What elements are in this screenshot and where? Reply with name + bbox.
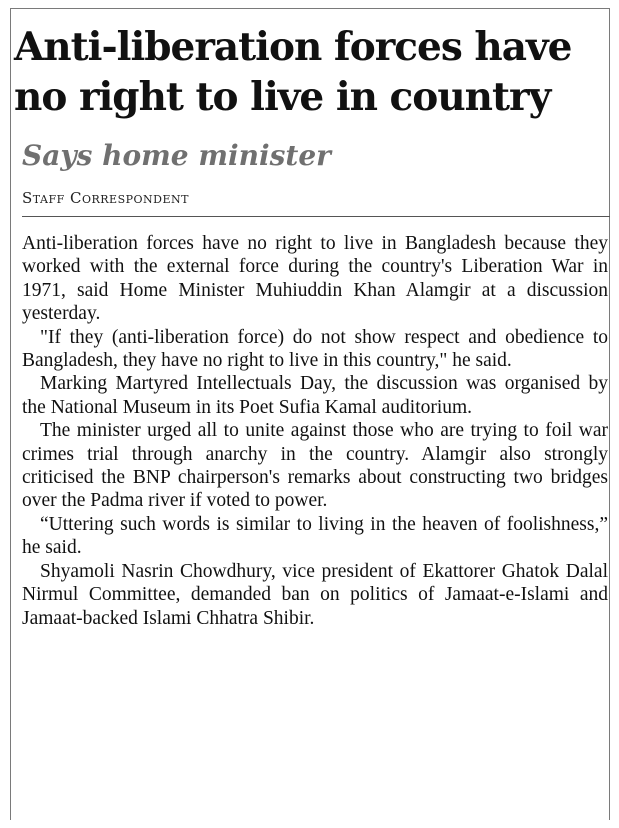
paragraph: Shyamoli Nasrin Chowdhury, vice president of Ekattorer Ghatok Dalal Nirmul Committee, demanded ban on politics of Jamaat-e-Islami and Jamaat-backed Islami Chhatra Shibir. (22, 560, 608, 629)
byline-divider (22, 216, 610, 217)
byline: Staff Correspondent (22, 189, 189, 207)
subheadline: Says home minister (22, 139, 331, 172)
headline: Anti-liberation forces have no right to live in country (14, 24, 572, 120)
article-body (22, 232, 608, 630)
paragraph: The minister urged all to unite against those who are trying to foil war crimes trial through anarchy in the country. Alamgir also strongly criticised the BNP chairperson's remarks about constructing two bridges over the Padma river if voted to power. (22, 420, 608, 512)
paragraph: “Uttering such words is similar to living in the heaven of foolishness,” he said. (22, 513, 608, 559)
paragraph: Anti-liberation forces have no right to live in Bangladesh because they worked with the external force during the country's Liberation War in 1971, said Home Minister Muhiuddin Khan Alamgir at a discussion yesterday. (22, 233, 608, 325)
paragraph: Marking Martyred Intellectuals Day, the discussion was organised by the National Museum in its Poet Sufia Kamal auditorium. (22, 373, 608, 418)
paragraph: "If they (anti-liberation force) do not show respect and obedience to Bangladesh, they have no right to live in this country," he said. (22, 326, 608, 372)
